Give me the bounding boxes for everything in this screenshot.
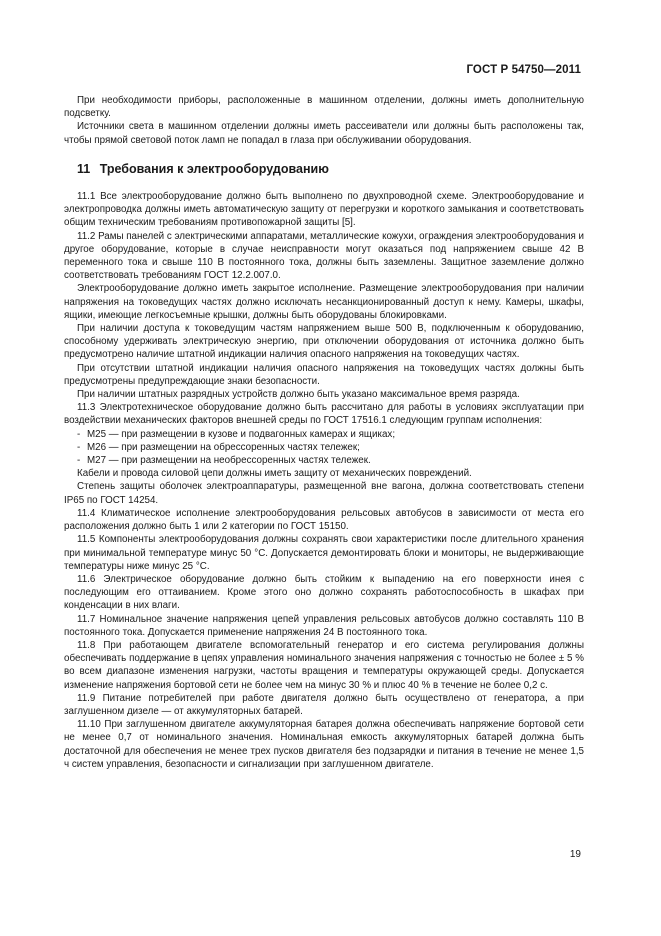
paragraph: Кабели и провода силовой цепи должны иметь защиту от механических повреждений. (77, 468, 472, 480)
paragraph: 11.7 Номинальное значение напряжения цепей управления рельсовых автобусов должно составлять 110 В постоянного тока. Допускается применение напряжения 24 В постоянного тока. (64, 613, 584, 638)
paragraph: 11.3 Электротехническое оборудование должно быть рассчитано для работы в условиях эксплуатации при воздействии механических факторов внешней среды по ГОСТ 17516.1 следующим группам исполнения: (64, 402, 584, 427)
paragraph: Источники света в машинном отделении должны иметь рассеиватели или должны быть расположены так, чтобы прямой световой поток ламп не попадал в глаза при обслуживании оборудования. (64, 121, 584, 146)
paragraph: 11.6 Электрическое оборудование должно быть стойким к выпадению на его поверхности инея с последующим его оттаиванием. Кроме этого оно должно сохранять работоспособность в шкафах при конденсации в них влаги. (64, 573, 584, 612)
paragraph: При необходимости приборы, расположенные в машинном отделении, должны иметь дополнительную подсветку. (64, 95, 584, 120)
execution-groups-list (64, 428, 584, 468)
paragraph: 11.4 Климатическое исполнение электрооборудования рельсовых автобусов в зависимости от места его расположения должно быть 1 или 2 категории по ГОСТ 15150. (64, 507, 584, 533)
list-item: - М26 — при размещении на обрессоренных частях тележек; (77, 441, 360, 453)
paragraph: Степень защиты оболочек электроаппаратуры, размещенной вне вагона, должна соответствовать степени IP65 по ГОСТ 14254. (64, 481, 584, 506)
section-heading (77, 163, 584, 176)
paragraph: Электрооборудование должно иметь закрытое исполнение. Размещение электрооборудования при наличии напряжения на токоведущих частях должно исключать несанкционированный доступ к нему. Камеры, шкафы, ящики, имеющие легкосъемные крышки, должны быть оборудованы блокировками. (64, 283, 584, 321)
paragraph: 11.5 Компоненты электрооборудования должны сохранять свои характеристики после длительного хранения при минимальной температуре минус 50 °С. Допускается демонтировать блоки и мониторы, не выдерживающие температуры ниже минус 25 °С. (64, 534, 584, 572)
list-bullet: - (77, 428, 81, 440)
list-item: - М27 — при размещении на необрессоренных частях тележек. (77, 455, 371, 467)
paragraph: При наличии доступа к токоведущим частям напряжением выше 500 В, подключенным к оборудованию, способному удерживать электрическую энергию, при отключении оборудования от источника должно быть предусмотрено наличие штатной индикации наличия опасного напряжения на токоведущих частях. (64, 323, 584, 361)
list-item: - М25 — при размещении в кузове и подвагонных камерах и ящиках; (77, 428, 396, 440)
paragraph: 11.10 При заглушенном двигателе аккумуляторная батарея должна обеспечивать напряжение бортовой сети не менее 0,7 от номинального значения. Номинальная емкость аккумуляторных батарей должна быть достаточной для обеспечения не менее трех пусков двигателя без подзарядки и питания в течение не менее 1,5 ч систем управления, безопасности и сигнализации при заглушенном двигателе. (64, 719, 584, 770)
section-title: Требования к электрооборудованию (99, 161, 329, 176)
list-bullet: - (77, 441, 81, 453)
document-header: ГОСТ Р 54750—2011 (466, 64, 581, 76)
page-number: 19 (569, 849, 581, 860)
paragraph: При наличии штатных разрядных устройств должно быть указано максимальное время разряда. (77, 389, 520, 401)
paragraph: 11.2 Рамы панелей с электрическими аппаратами, металлические кожухи, ограждения электрооборудования и другое оборудование, которые в случае неисправности могут оказаться под напряжением свыше 42 В переменного тока и свыше 110 В постоянного тока, должны быть заземлены. Защитное заземление должно соответствовать требованиям ГОСТ 12.2.007.0. (64, 230, 584, 282)
list-bullet: - (77, 455, 81, 467)
paragraph: 11.1 Все электрооборудование должно быть выполнено по двухпроводной схеме. Электрооборудование и электропроводка должны иметь автоматическую защиту от перегрузки и короткого замыкания и соответствовать общим техническим требованиям противопожарной защиты [5]. (64, 191, 584, 229)
paragraph: При отсутствии штатной индикации наличия опасного напряжения на токоведущих частях должны быть предусмотрены предупреждающие знаки безопасности. (64, 362, 584, 387)
paragraph: 11.9 Питание потребителей при работе двигателя должно быть осуществлено от генератора, а при заглушенном дизеле — от аккумуляторных батарей. (64, 692, 584, 717)
section-number: 11 (77, 161, 91, 176)
paragraph: 11.8 При работающем двигателе вспомогательный генератор и его система регулирования должны обеспечивать поддержание в цепях управления номинального значения напряжения с точностью не более ± 5 % во всем диапазоне изменения нагрузки, частоты вращения и температуры окружающей среды. Допускается изменение напряжения бортовой сети не более чем на минус 30 % и плюс 40 % в течение не более 0,2 с. (64, 639, 584, 691)
page-content (64, 94, 584, 771)
